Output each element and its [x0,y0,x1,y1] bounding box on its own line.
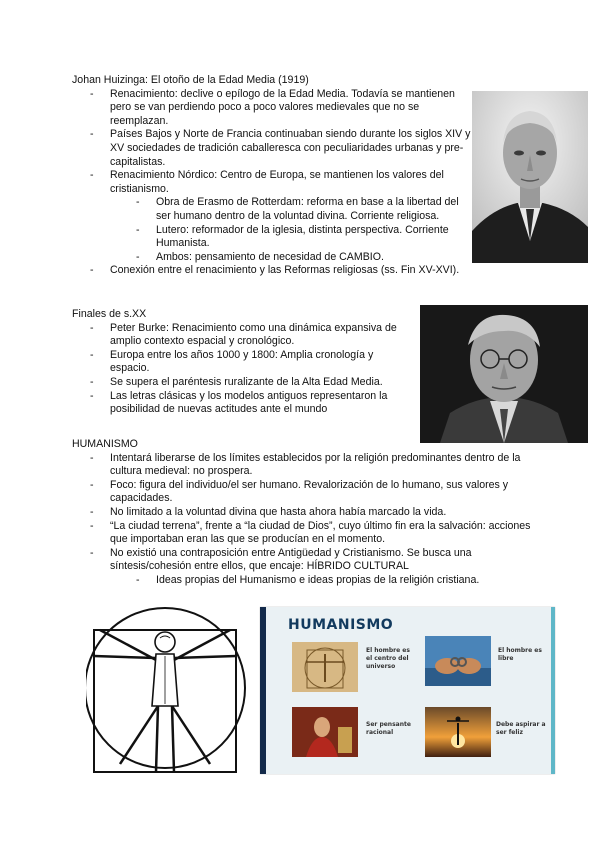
list-item: - Europa entre los años 1000 y 1800: Amplia cronología y espacio. [72,349,412,376]
list-item: - Foco: figura del individuo/el ser humano. Revalorización de lo humano, sus valores y capacidades. [72,479,532,506]
list-item: - “La ciudad terrena”, frente a “la ciudad de Dios”, cuyo último fin era la salvación: acciones que importaban eran las que se producían en el momento. [72,520,532,547]
slide-title: HUMANISMO [288,617,394,633]
bullet-list [72,452,532,588]
section-finales-sxx [72,308,412,417]
list-item: - Peter Burke: Renacimiento como una dinámica expansiva de amplio contexto espacial y cronológico. [72,322,412,349]
bullet-list [72,322,412,417]
list-item [72,547,532,588]
list-item [72,169,472,264]
list-item-text: Renacimiento Nórdico: Centro de Europa, se mantienen los valores del cristianismo. [110,169,444,195]
sub-bullet-list [110,196,472,264]
section-heading: HUMANISMO [72,438,138,450]
slide-caption: El hombre es el centro del universo [366,647,410,670]
chains-thumbnail [425,636,491,686]
section-heading: Finales de s.XX [72,308,147,320]
sub-list-item: - Obra de Erasmo de Rotterdam: reforma en base a la libertad del ser humano dentro de la voluntad divina. Corriente religiosa. [110,196,472,223]
slide-right-bar [551,607,555,774]
vitruvian-thumbnail [292,642,358,692]
list-item: - Se supera el paréntesis ruralizante de la Alta Edad Media. [72,376,412,390]
huizinga-portrait [472,91,588,263]
section-humanismo [72,438,532,588]
list-item-text: No existió una contraposición entre Antigüedad y Cristianismo. Se busca una síntesis/cohesión entre ellos, que encaje: HÍBRIDO CULTURAL [110,546,472,573]
slide-left-bar [260,607,266,774]
humanismo-slide-image [260,607,555,774]
burke-portrait [420,305,588,443]
vitruvian-man-drawing [86,606,246,778]
slide-caption: Debe aspirar a ser feliz [496,721,546,736]
portrait-thumbnail [292,707,358,757]
list-item: - Las letras clásicas y los modelos antiguos representaron la posibilidad de nuevas actitudes ante el mundo [72,390,412,417]
sunset-thumbnail [425,707,491,757]
list-item: - Renacimiento: declive o epílogo de la Edad Media. Todavía se mantienen pero se van perdiendo poco a poco valores medievales que no se reemplazan. [72,88,472,129]
bullet-list [72,88,472,278]
section-heading: Johan Huizinga: El otoño de la Edad Media (1919) [72,74,309,86]
sub-list-item: - Lutero: reformador de la iglesia, distinta perspectiva. Corriente Humanista. [110,224,472,251]
slide-caption: Ser pensante racional [366,721,411,736]
sub-list-item: - Ideas propias del Humanismo e ideas propias de la religión cristiana. [110,574,532,588]
list-item: - Intentará liberarse de los límites establecidos por la religión predominantes dentro de la cultura medieval: no prospera. [72,452,532,479]
section-huizinga [72,74,472,278]
list-item: - No limitado a la voluntad divina que hasta ahora había marcado la vida. [72,506,532,520]
sub-bullet-list [110,574,532,588]
list-item: - Conexión entre el renacimiento y las Reformas religiosas (ss. Fin XV-XVI). [72,264,472,278]
list-item: - Países Bajos y Norte de Francia continuaban siendo durante los siglos XIV y XV sociedades de tradición caballeresca con peculiaridades urbanas y pre-capitalistas. [72,128,472,169]
sub-list-item: - Ambos: pensamiento de necesidad de CAMBIO. [110,251,472,265]
slide-caption: El hombre es libre [498,647,542,662]
